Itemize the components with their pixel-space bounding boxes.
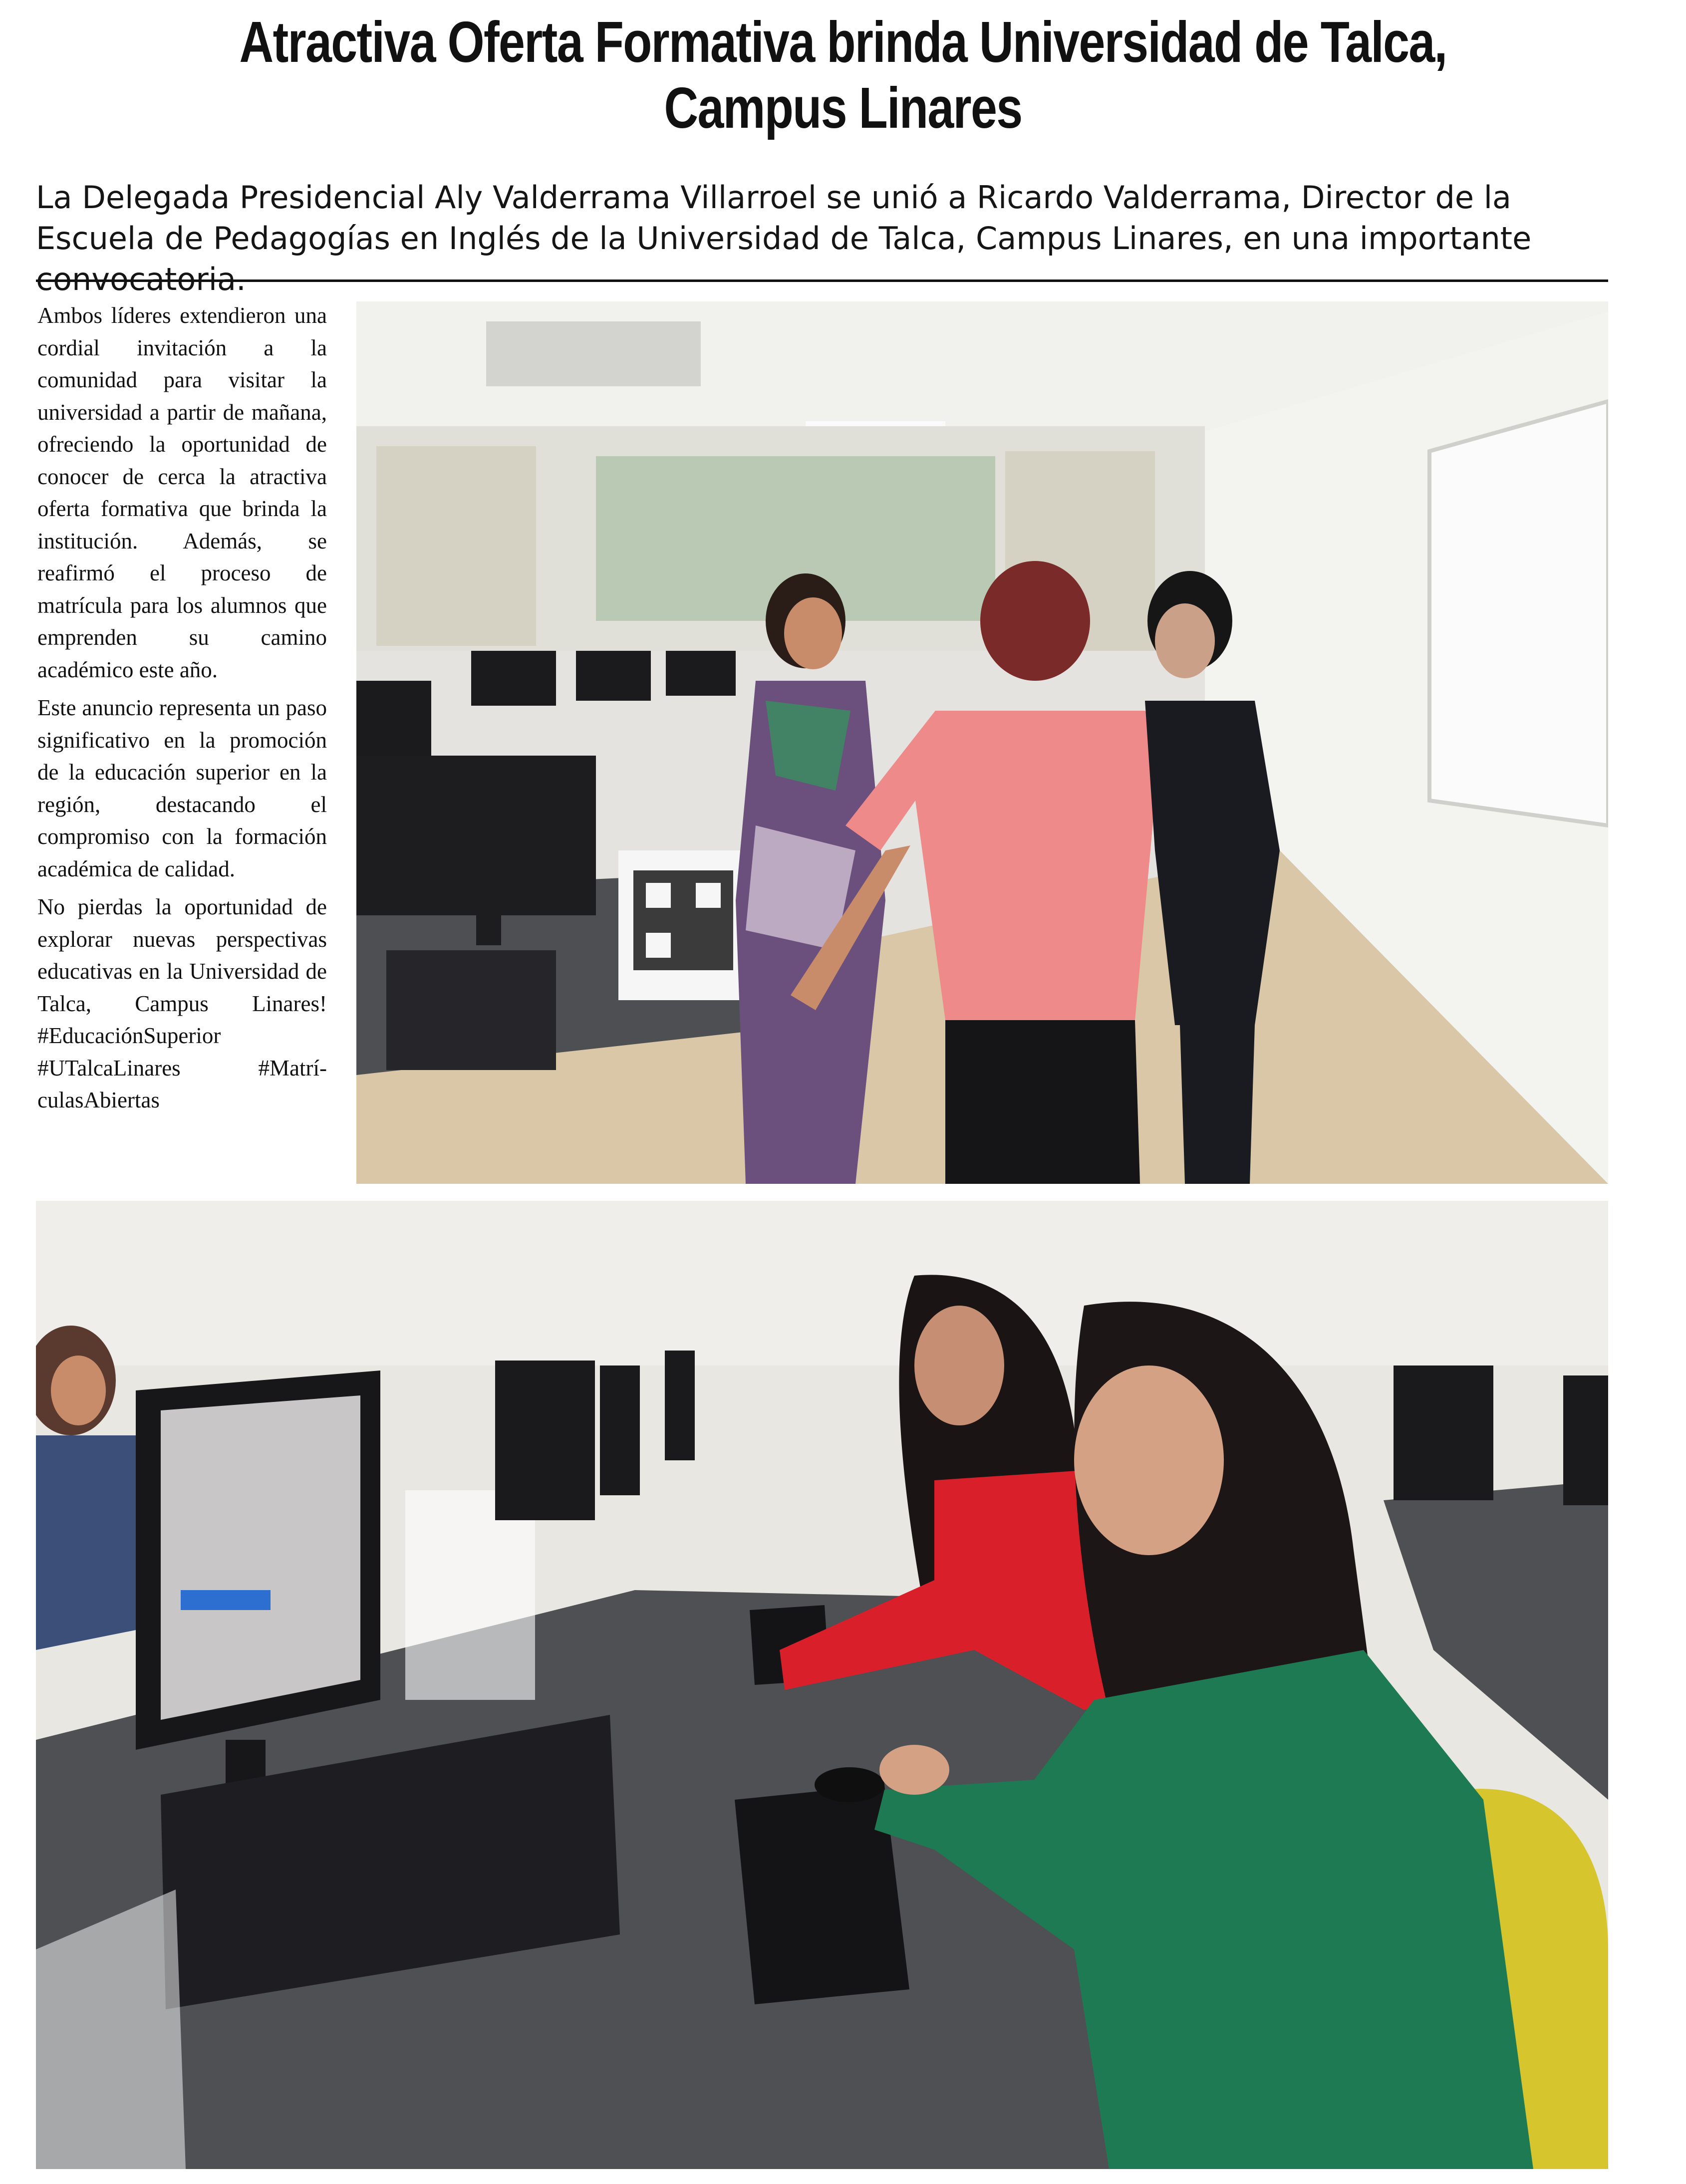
headline-line-2: Campus Linares (664, 75, 1022, 140)
section-divider (36, 279, 1608, 282)
photo-students-at-computers (36, 1201, 1608, 2169)
students-illustration (36, 1201, 1608, 2169)
body-paragraph-3: No pierdas la oportunidad de explorar nuevas perspectivas educativas en la Universidad de Talca, Campus Linares! #EducaciónSuperior #UTalcaLinares #MatrículasAbiertas (37, 894, 327, 1112)
lab-visit-illustration (356, 301, 1608, 1184)
body-paragraph-2: Este anuncio representa un paso significativo en la promoción de la educación superior en la región, destacando el compromiso con la formación académica de calidad. (37, 695, 327, 881)
article-deck: La Delegada Presidencial Aly Valderrama Villarroel se unió a Ricardo Valderrama, Director de la Escuela de Pedagogías en Inglés de la Universidad de Talca, Campus Linares, en una importante convocatoria. (36, 179, 1532, 297)
article-headline (152, 9, 1534, 141)
body-paragraph-1: Ambos líderes extendieron una cordial invitación a la comunidad para visitar la universidad a partir de mañana, ofreciendo la oportunidad de conocer de cerca la atractiva oferta formativa que brinda la institución. Además, se reafirmó el proceso de matrícula para los alumnos que emprenden su camino académico este año. (37, 303, 327, 682)
photo-computer-lab-visit (356, 301, 1608, 1184)
headline-line-1: Atractiva Oferta Formativa brinda Universidad de Talca, (239, 9, 1447, 74)
article-body (37, 299, 327, 1122)
